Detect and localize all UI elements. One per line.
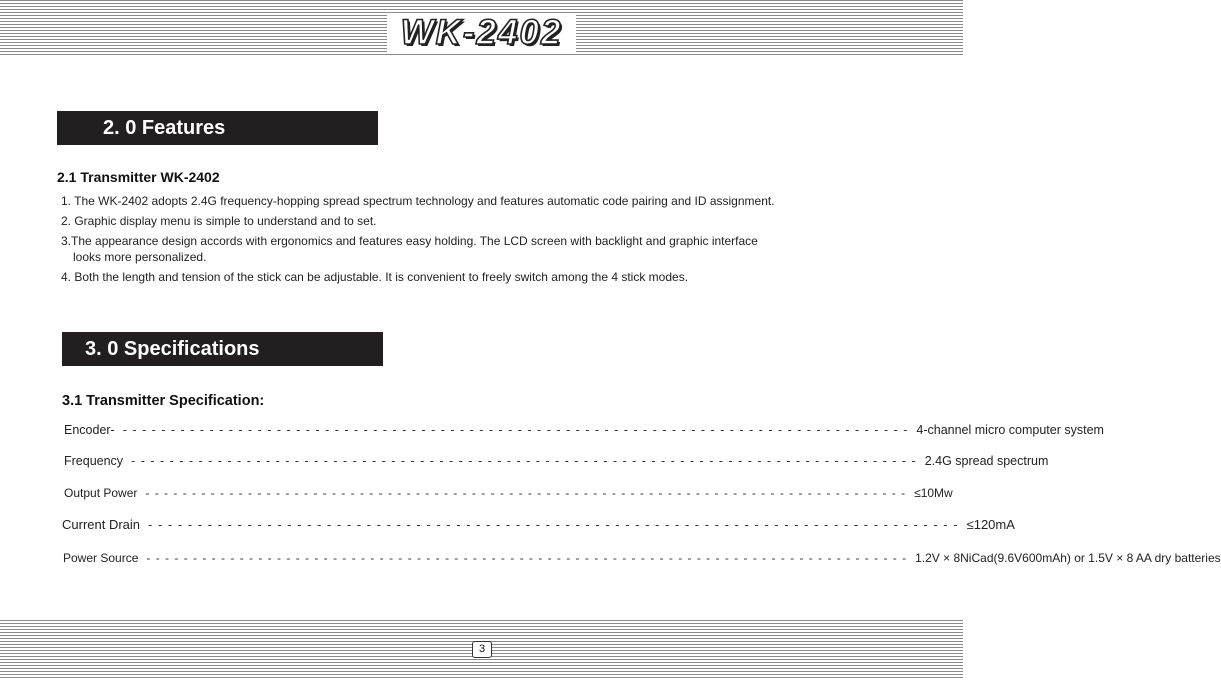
spec-row-power-source	[63, 551, 1221, 565]
feature-item	[61, 213, 851, 229]
page-number: 3	[472, 641, 492, 658]
spec-value: ≤10Mw	[914, 486, 953, 500]
leader-dashes: - - - - - - - - - - - - - - - - - - - - - - - - - - - - - - - - - - - - - - - - - - - - - - - - - - - - - - - - - - - - - - - - - - - - - - - - - - - - - - - - - -	[146, 551, 908, 565]
features-section-title: 2. 0 Features	[57, 111, 378, 145]
spec-value: 1.2V × 8NiCad(9.6V600mAh) or 1.5V × 8 AA dry batteries	[915, 551, 1221, 565]
feature-item	[61, 233, 851, 265]
spec-value: 2.4G spread spectrum	[924, 454, 1049, 468]
spec-row-frequency	[64, 454, 1049, 468]
feature-text: 4. Both the length and tension of the stick can be adjustable. It is convenient to freely switch among the 4 stick modes.	[61, 270, 689, 284]
feature-text: 1. The WK-2402 adopts 2.4G frequency-hopping spread spectrum technology and features automatic code pairing and ID assignment.	[61, 194, 775, 208]
specifications-subtitle: 3.1 Transmitter Specification:	[62, 393, 265, 409]
feature-text: 3.The appearance design accords with ergonomics and features easy holding. The LCD screen with backlight and graphic interface	[61, 234, 758, 248]
spec-label: Output Power	[64, 486, 138, 500]
spec-row-current-drain	[62, 517, 1015, 532]
spec-label: Power Source	[63, 551, 139, 565]
spec-row-encoder	[64, 423, 1104, 437]
spec-value: 4-channel micro computer system	[916, 423, 1104, 437]
leader-dashes: - - - - - - - - - - - - - - - - - - - - - - - - - - - - - - - - - - - - - - - - - - - - - - - - - - - - - - - - - - - - - - - - - - - - - - - - - - - - - - - - - -	[131, 454, 917, 468]
specifications-section-title: 3. 0 Specifications	[62, 332, 383, 366]
features-subtitle: 2.1 Transmitter WK-2402	[57, 169, 220, 185]
spec-row-output-power	[64, 486, 953, 500]
feature-text: 2. Graphic display menu is simple to understand and to set.	[61, 214, 377, 228]
spec-label: Current Drain	[62, 517, 141, 532]
leader-dashes: - - - - - - - - - - - - - - - - - - - - - - - - - - - - - - - - - - - - - - - - - - - - - - - - - - - - - - - - - - - - - - - - - - - - - - - - - - - - - - - - - -	[148, 517, 959, 532]
header	[0, 14, 963, 52]
spec-label: Frequency	[64, 454, 124, 468]
brand-logo: WK-2402	[387, 14, 577, 52]
spec-value: ≤120mA	[966, 517, 1015, 532]
feature-list	[61, 193, 851, 285]
feature-item	[61, 269, 851, 285]
spec-label: Encoder-	[64, 423, 115, 437]
feature-text-continuation: looks more personalized.	[73, 250, 207, 264]
leader-dashes: - - - - - - - - - - - - - - - - - - - - - - - - - - - - - - - - - - - - - - - - - - - - - - - - - - - - - - - - - - - - - - - - - - - - - - - - - - - - - - - - - -	[122, 423, 909, 437]
leader-dashes: - - - - - - - - - - - - - - - - - - - - - - - - - - - - - - - - - - - - - - - - - - - - - - - - - - - - - - - - - - - - - - - - - - - - - - - - - - - - - - - - - -	[145, 486, 907, 500]
feature-item	[61, 193, 851, 209]
